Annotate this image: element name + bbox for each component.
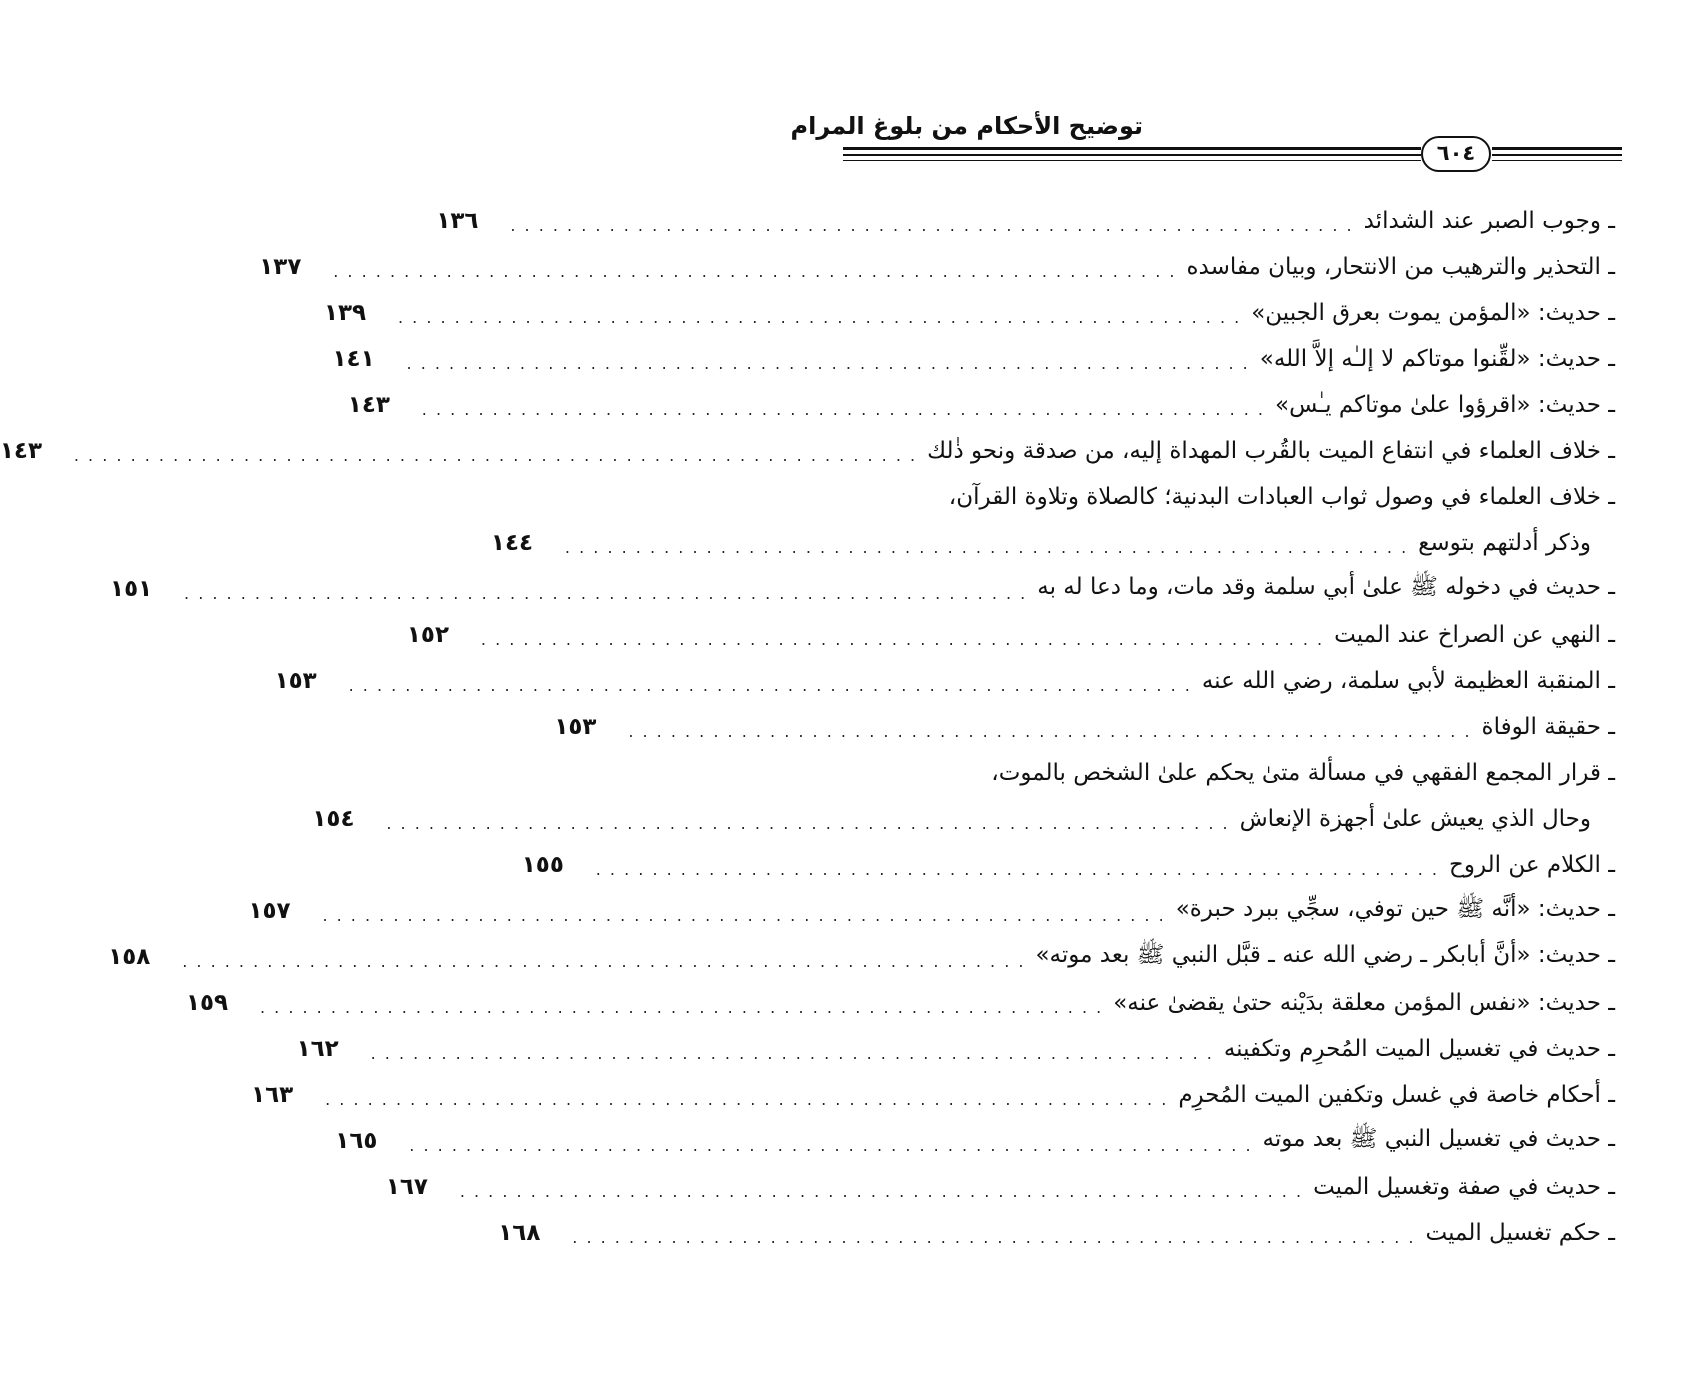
toc-entry-page: ١٥٩ (185, 990, 229, 1016)
dot-leader: . . . . . . . . . . . . . . . . . . . . . . . . . . . . . . . . . . . . . . . . . . . . . . . . . . . . . . . . . . . . (406, 353, 1250, 373)
dot-leader: . . . . . . . . . . . . . . . . . . . . . . . . . . . . . . . . . . . . . . . . . . . . . . . . . . . . . . . . . . . . (259, 997, 1104, 1017)
toc-entry (296, 1026, 1615, 1072)
toc-entry (248, 888, 1615, 934)
toc-entry-page: ١٤١ (332, 346, 375, 372)
toc-entry-page: ١٥٣ (554, 714, 597, 740)
toc-entry-title: ـ حكم تغسيل الميت (1425, 1220, 1615, 1246)
toc-entry-title: ـ الكلام عن الروح (1448, 852, 1615, 878)
toc-entry (347, 382, 1615, 428)
toc-entry (312, 796, 1615, 842)
dot-leader: . . . . . . . . . . . . . . . . . . . . . . . . . . . . . . . . . . . . . . . . . . . . . . . . . . . . . . . . . . . . (480, 629, 1325, 649)
toc-entry (845, 474, 1615, 520)
dot-leader: . . . . . . . . . . . . . . . . . . . . . . . . . . . . . . . . . . . . . . . . . . . . . . . . . . . . . . . . . . . . (325, 1089, 1169, 1109)
toc-entry-title: وحال الذي يعيش علىٰ أجهزة الإنعاش (1239, 806, 1591, 832)
toc-entry-page: ١٣٩ (323, 300, 367, 326)
header-rule (1492, 154, 1622, 156)
toc-entry (0, 428, 1615, 474)
dot-leader: . . . . . . . . . . . . . . . . . . . . . . . . . . . . . . . . . . . . . . . . . . . . . . . . . . . . . . . . . . . . (572, 1227, 1416, 1247)
toc-entry-page: ١٣٦ (436, 208, 479, 234)
toc-entry (554, 704, 1615, 750)
toc-entry (185, 980, 1615, 1026)
toc-entry-page: ١٥٧ (248, 898, 291, 924)
toc-entry (251, 1072, 1615, 1118)
dot-leader: . . . . . . . . . . . . . . . . . . . . . . . . . . . . . . . . . . . . . . . . . . . . . . . . . . . . . . . . . . . . (322, 905, 1166, 925)
dot-leader: . . . . . . . . . . . . . . . . . . . . . . . . . . . . . . . . . . . . . . . . . . . . . . . . . . . . . . . . . . . . (397, 307, 1242, 327)
toc-entry-title: ـ خلاف العلماء في وصول ثواب العبادات البدنية؛ كالصلاة وتلاوة القرآن، (948, 484, 1615, 510)
toc-entry-title: ـ حديث: «أنَّ أبابكر ـ رضي الله عنه ـ قبَّل النبي ﷺ بعد موته» (1035, 942, 1615, 968)
dot-leader: . . . . . . . . . . . . . . . . . . . . . . . . . . . . . . . . . . . . . . . . . . . . . . . . . . . . . . . . . . . . (628, 721, 1472, 741)
toc-entry (436, 198, 1615, 244)
toc-entry-title: ـ أحكام خاصة في غسل وتكفين الميت المُحرِم (1178, 1082, 1615, 1108)
dot-leader: . . . . . . . . . . . . . . . . . . . . . . . . . . . . . . . . . . . . . . . . . . . . . . . . . . . . . . . . . . . . (73, 445, 918, 465)
toc-entry (845, 750, 1615, 796)
header-rule (843, 154, 1421, 156)
header-rule (843, 147, 1421, 150)
toc-entry-title: ـ حديث في تغسيل النبي ﷺ بعد موته (1262, 1126, 1615, 1152)
toc-entry-page: ١٦٨ (498, 1220, 541, 1246)
dot-leader: . . . . . . . . . . . . . . . . . . . . . . . . . . . . . . . . . . . . . . . . . . . . . . . . . . . . . . . . . . . . (386, 813, 1230, 833)
toc-entry-title: ـ حديث في صفة وتغسيل الميت (1313, 1174, 1615, 1200)
toc-entry (259, 244, 1615, 290)
toc-entry-title: ـ حديث: «اقرؤوا علىٰ موتاكم يـٰس» (1275, 392, 1615, 418)
toc-entry (332, 336, 1615, 382)
table-of-contents (0, 198, 1615, 1256)
header-rule (1492, 147, 1622, 150)
toc-entry-page: ١٥٤ (312, 806, 355, 832)
page-number: ٦٠٤ (1421, 136, 1491, 172)
toc-entry-title: ـ حديث في تغسيل الميت المُحرِم وتكفينه (1223, 1036, 1615, 1062)
toc-entry (498, 1210, 1615, 1256)
toc-entry-page: ١٦٥ (335, 1128, 378, 1154)
toc-entry (323, 290, 1615, 336)
dot-leader: . . . . . . . . . . . . . . . . . . . . . . . . . . . . . . . . . . . . . . . . . . . . . . . . . . . . . . . . . . . . (182, 951, 1026, 971)
dot-leader: . . . . . . . . . . . . . . . . . . . . . . . . . . . . . . . . . . . . . . . . . . . . . . . . . . . . . . . . . . . . (333, 261, 1177, 281)
toc-entry-title: ـ حديث: «نفس المؤمن معلقة بدَيْنه حتىٰ يقضىٰ عنه» (1113, 990, 1615, 1016)
toc-entry-page: ١٥٥ (521, 852, 564, 878)
dot-leader: . . . . . . . . . . . . . . . . . . . . . . . . . . . . . . . . . . . . . . . . . . . . . . . . . . . . . . . . . . . . (595, 859, 1439, 879)
toc-entry-page: ١٦٣ (251, 1082, 294, 1108)
toc-entry-page: ١٣٧ (259, 254, 302, 280)
toc-entry-title: ـ التحذير والترهيب من الانتحار، وبيان مفاسده (1186, 254, 1615, 280)
toc-entry-title: ـ النهي عن الصراخ عند الميت (1334, 622, 1615, 648)
dot-leader: . . . . . . . . . . . . . . . . . . . . . . . . . . . . . . . . . . . . . . . . . . . . . . . . . . . . . . . . . . . . (370, 1043, 1214, 1063)
toc-entry-page: ١٥٣ (274, 668, 317, 694)
dot-leader: . . . . . . . . . . . . . . . . . . . . . . . . . . . . . . . . . . . . . . . . . . . . . . . . . . . . . . . . . . . . (510, 215, 1354, 235)
toc-entry-page: ١٤٣ (0, 438, 42, 464)
toc-entry-title: ـ حديث: «المؤمن يموت بعرق الجبين» (1251, 300, 1615, 326)
toc-entry-title: وذكر أدلتهم بتوسع (1418, 530, 1591, 556)
toc-entry-page: ١٤٣ (347, 392, 390, 418)
toc-entry-title: ـ وجوب الصبر عند الشدائد (1363, 208, 1615, 234)
dot-leader: . . . . . . . . . . . . . . . . . . . . . . . . . . . . . . . . . . . . . . . . . . . . . . . . . . . . . . . . . . . . (564, 537, 1409, 557)
header-rule (1492, 160, 1622, 161)
header-rule (843, 160, 1421, 161)
dot-leader: . . . . . . . . . . . . . . . . . . . . . . . . . . . . . . . . . . . . . . . . . . . . . . . . . . . . . . . . . . . . (409, 1135, 1253, 1155)
book-title: توضيح الأحكام من بلوغ المرام (790, 112, 1143, 140)
toc-entry (521, 842, 1615, 888)
toc-entry (274, 658, 1615, 704)
toc-entry-title: ـ المنقبة العظيمة لأبي سلمة، رضي الله عنه (1201, 668, 1615, 694)
toc-entry-title: ـ خلاف العلماء في انتفاع الميت بالقُرب المهداة إليه، من صدقة ونحو ذٰلك (927, 438, 1615, 464)
toc-entry (406, 612, 1615, 658)
toc-entry-page: ١٥١ (110, 576, 153, 602)
toc-entry-page: ١٥٢ (406, 622, 450, 648)
toc-entry (490, 520, 1615, 566)
toc-entry (385, 1164, 1615, 1210)
toc-entry-title: ـ حديث: «لقِّنوا موتاكم لا إلـٰه إلاَّ الله» (1259, 346, 1615, 372)
toc-entry (110, 566, 1615, 612)
toc-entry (335, 1118, 1615, 1164)
toc-entry-page: ١٤٤ (490, 530, 534, 556)
toc-entry (108, 934, 1615, 980)
dot-leader: . . . . . . . . . . . . . . . . . . . . . . . . . . . . . . . . . . . . . . . . . . . . . . . . . . . . . . . . . . . . (184, 583, 1028, 603)
toc-entry-title: ـ قرار المجمع الفقهي في مسألة متىٰ يحكم علىٰ الشخص بالموت، (991, 760, 1615, 786)
toc-entry-page: ١٥٨ (108, 944, 151, 970)
dot-leader: . . . . . . . . . . . . . . . . . . . . . . . . . . . . . . . . . . . . . . . . . . . . . . . . . . . . . . . . . . . . (421, 399, 1266, 419)
dot-leader: . . . . . . . . . . . . . . . . . . . . . . . . . . . . . . . . . . . . . . . . . . . . . . . . . . . . . . . . . . . . (348, 675, 1192, 695)
toc-entry-title: ـ حديث: «أنَّه ﷺ حين توفي، سجِّي ببرد حبرة» (1175, 896, 1615, 922)
toc-entry-title: ـ حديث في دخوله ﷺ علىٰ أبي سلمة وقد مات، وما دعا له به (1037, 574, 1615, 600)
dot-leader: . . . . . . . . . . . . . . . . . . . . . . . . . . . . . . . . . . . . . . . . . . . . . . . . . . . . . . . . . . . . (459, 1181, 1304, 1201)
toc-entry-title: ـ حقيقة الوفاة (1481, 714, 1615, 740)
toc-entry-page: ١٦٧ (385, 1174, 428, 1200)
toc-entry-page: ١٦٢ (296, 1036, 339, 1062)
